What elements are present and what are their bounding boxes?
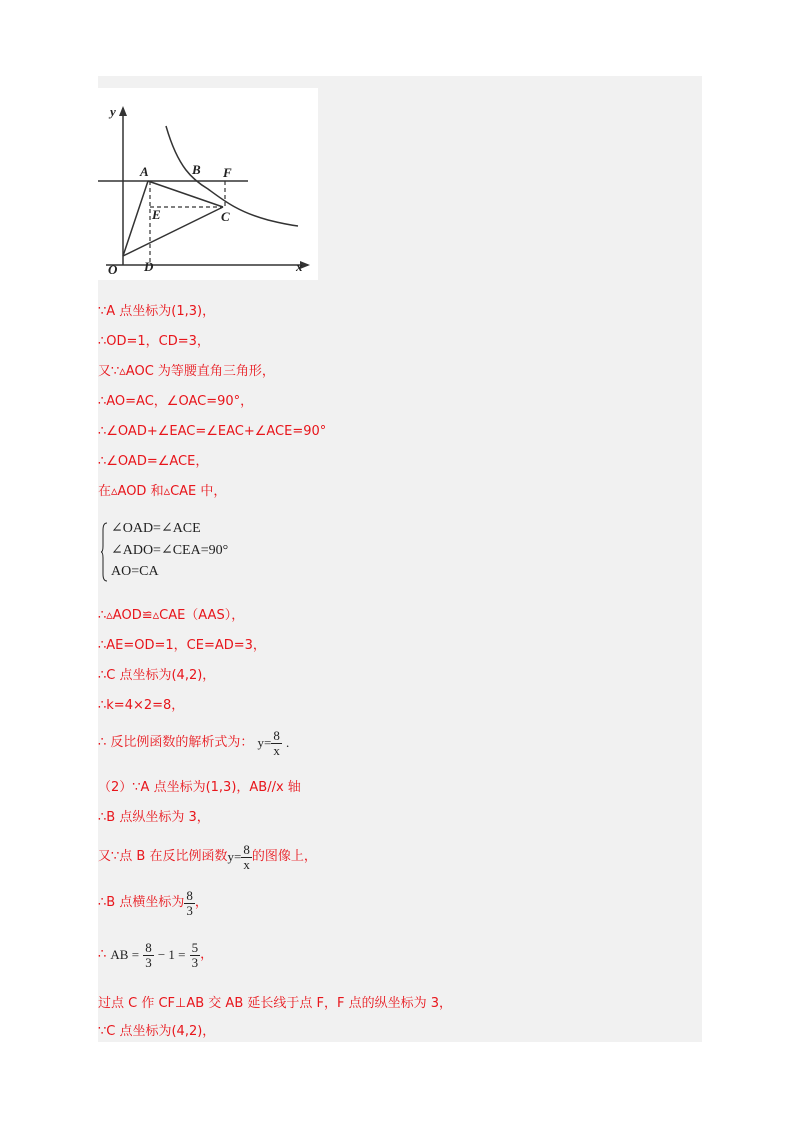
proof-line-3: 又∵▵AOC 为等腰直角三角形， (98, 364, 275, 379)
ab-fraction-2 (190, 941, 201, 970)
label-d: D (144, 259, 154, 274)
analytic-lhs: y= (257, 735, 272, 750)
label-x: x (296, 259, 303, 274)
system-row-3: AO=CA (111, 564, 159, 579)
fraction-denominator: x (273, 742, 280, 758)
figure-svg (98, 88, 318, 280)
proof-line-9: ∴AE=OD=1，CE=AD=3， (98, 638, 266, 653)
proof-line-1: ∵A 点坐标为(1,3)， (98, 304, 216, 319)
proof-line-2: ∴OD=1，CD=3， (98, 334, 210, 349)
label-a: A (140, 164, 149, 179)
left-brace (101, 522, 107, 582)
fraction-numerator: 8 (243, 841, 250, 857)
b-on-curve-line (98, 840, 317, 875)
b-abscissa-post: ， (194, 895, 208, 910)
label-y: y (110, 104, 116, 119)
label-f: F (223, 165, 232, 180)
segment-oa (123, 181, 148, 256)
fraction-numerator: 8 (273, 727, 280, 743)
label-e: E (152, 207, 161, 222)
ab-pre: ∴ (98, 947, 111, 962)
ab-post: ， (200, 947, 214, 962)
analytic-tail: . (286, 735, 290, 750)
b-abscissa-pre: ∴B 点横坐标为 (98, 895, 185, 910)
geometry-figure (98, 88, 318, 280)
proof-line-7: 在▵AOD 和▵CAE 中， (98, 484, 227, 499)
analytic-line (98, 726, 289, 761)
b-on-curve-post: 的图像上， (251, 849, 317, 864)
fraction-denominator: 3 (186, 902, 193, 918)
fraction-numerator: 5 (191, 939, 199, 955)
cf-line: 过点 C 作 CF⊥AB 交 AB 延长线于点 F，F 点的纵坐标为 3， (98, 996, 452, 1011)
label-b: B (192, 162, 201, 177)
b-ordinate-line: ∴B 点纵坐标为 3， (98, 810, 210, 825)
proof-line-5: ∴∠OAD+∠EAC=∠EAC+∠ACE=90° (98, 424, 327, 439)
y-axis-arrow (119, 106, 127, 116)
fraction-denominator: x (243, 856, 250, 872)
fraction-denominator: 3 (145, 954, 152, 970)
proof-line-8: ∴▵AOD≌▵CAE（AAS）， (98, 608, 245, 623)
label-c: C (221, 209, 230, 224)
ab-length-line (98, 938, 213, 973)
c-coord-line: ∵C 点坐标为(4,2)， (98, 1024, 216, 1039)
b-abscissa-line (98, 886, 208, 921)
b-on-curve-pre: 又∵点 B 在反比例函数 (98, 849, 228, 864)
hyperbola-curve (166, 126, 298, 226)
proof-line-4: ∴AO=AC，∠OAC=90°， (98, 394, 254, 409)
congruence-system (101, 520, 251, 586)
b-abscissa-fraction (184, 889, 195, 918)
proof-line-6: ∴∠OAD=∠ACE， (98, 454, 209, 469)
label-o: O (108, 262, 118, 277)
system-row-1: ∠OAD=∠ACE (111, 521, 201, 536)
analytic-fraction (271, 729, 282, 758)
analytic-text: ∴ 反比例函数的解析式为： (98, 735, 254, 750)
part2-line: （2）∵A 点坐标为(1,3)，AB//x 轴 (98, 780, 301, 795)
system-row-2: ∠ADO=∠CEA=90° (111, 543, 229, 558)
segment-ac (148, 181, 223, 207)
segment-oc (123, 207, 223, 256)
fraction-numerator: 8 (145, 939, 152, 955)
ab-mid: − 1 = (157, 947, 186, 962)
b-on-curve-fraction (241, 843, 252, 872)
fraction-numerator: 8 (186, 887, 193, 903)
proof-line-10: ∴C 点坐标为(4,2)， (98, 668, 216, 683)
ab-lhs: AB = (110, 947, 140, 962)
ab-fraction-1 (143, 941, 154, 970)
fraction-denominator: 3 (191, 954, 199, 970)
proof-line-11: ∴k=4×2=8， (98, 698, 185, 713)
b-on-curve-lhs: y= (227, 849, 242, 864)
